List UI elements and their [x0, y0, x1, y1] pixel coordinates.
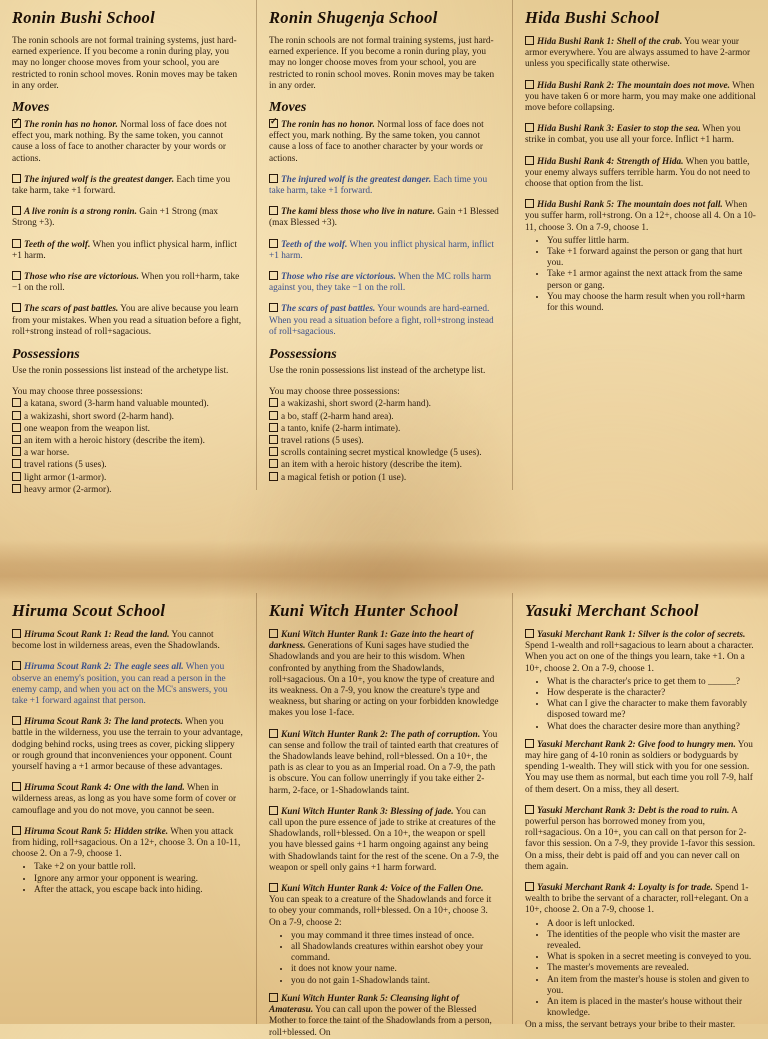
section-intro: The ronin schools are not formal training systems, just hard-earned experience. If you become a ronin during play, you may no longer choose moves from your school, you are restricted to ronin school moves. Ronin moves may be taken in any order.: [12, 36, 238, 91]
section-title: Yasuki Merchant School: [525, 601, 699, 620]
checkbox-icon[interactable]: [12, 398, 21, 407]
checkbox-icon[interactable]: [12, 435, 21, 444]
move-item: The scars of past battles. Your wounds are hard-earned. When you read a situation before a fight, roll+strong instead of roll+sagacious.: [269, 304, 494, 337]
move-item: Teeth of the wolf. When you inflict physical harm, inflict +1 harm.: [12, 239, 238, 261]
list-item: • After the attack, you escape back into hiding.: [34, 885, 244, 896]
rank-item: Hida Bushi Rank 3: Easier to stop the sea. When you strike in combat, you use all your force. Inflict +1 harm.: [525, 124, 741, 146]
move-item: The kami bless those who live in nature. Gain +1 Blessed (max Blessed +3).: [269, 207, 499, 229]
checkbox-icon[interactable]: [269, 883, 278, 892]
list-item: a magical fetish or potion (1 use).: [269, 472, 500, 484]
checked-box-icon[interactable]: [12, 119, 21, 128]
possessions-choose: You may choose three possessions:: [12, 387, 143, 398]
rank-item: Kuni Witch Hunter Rank 3: Blessing of jade. You can call upon the pure essence of jade to strike at creatures of the Shadowlands, roll+blessed. On a 10+, the weapon or spell you have blessed gains +1 harm ongoing against any being with Shadowlands taint for the rest of the scene. On a 7-9, the weapon or spell only gains +1 harm forward.: [269, 806, 499, 873]
checkbox-icon[interactable]: [269, 806, 278, 815]
list-item: travel rations (5 uses).: [269, 435, 500, 447]
list-item: • you do not gain 1-Shadowlands taint.: [291, 976, 500, 987]
rank-item: Hida Bushi Rank 5: The mountain does not fall. When you suffer harm, roll+strong. On a 12+, choose all 4. On a 10-11, choose 3. On a 7-9, choose 1.: [525, 200, 756, 233]
possessions-choose: You may choose three possessions:: [269, 387, 400, 398]
checkbox-icon[interactable]: [12, 484, 21, 493]
checkbox-icon[interactable]: [12, 472, 21, 481]
list-item: • Ignore any armor your opponent is wearing.: [34, 874, 244, 885]
list-item: • Take +2 on your battle roll.: [34, 862, 244, 873]
section-title: Ronin Shugenja School: [269, 8, 438, 27]
options-list: [525, 919, 756, 1020]
checkbox-icon[interactable]: [269, 239, 278, 248]
rank-item: Kuni Witch Hunter Rank 1: Gaze into the heart of darkness. Generations of Kuni sages have studied the Shadowlands and you are heir to this wisdom. When confronted by anything from the Shadowlands, roll+sagacious. On a 10+, you know the type of creature and its weakness. On a 7-9, you know the creature's type and weakness, but sharing or acting on your forbidden knowledge makes you lose 1-face.: [269, 630, 499, 719]
list-item: a katana, sword (3-harm hand valuable mounted).: [12, 398, 244, 410]
options-list: [525, 236, 756, 314]
list-item: • What is spoken in a secret meeting is conveyed to you.: [547, 952, 756, 963]
miss-text: On a miss, the servant betrays your bribe to their master.: [525, 1019, 736, 1030]
move-item: Those who rise are victorious. When the MC rolls harm against you, they take −1 on the roll.: [269, 272, 492, 294]
rank-item: Hida Bushi Rank 1: Shell of the crab. You wear your armor everywhere. You are always assumed to have 2-armor unless you specifically state otherwise.: [525, 37, 751, 70]
list-item: • You suffer little harm.: [547, 236, 756, 247]
ronin-bushi-column: [0, 0, 256, 495]
paper-tear-divider: [0, 540, 768, 600]
checkbox-icon[interactable]: [269, 459, 278, 468]
checkbox-icon[interactable]: [269, 411, 278, 420]
list-item: a bo, staff (2-harm hand area).: [269, 411, 500, 423]
possessions-heading: Possessions: [269, 347, 337, 363]
rank-item: Yasuki Merchant Rank 3: Debt is the road to ruin. A powerful person has borrowed money from you, roll+sagacious. On a 10+, you can call on that person for 2-favor this session. On a 7-9, they provide 1-favor this session. On a miss, their debt is paid off and you can never call on them again.: [525, 805, 756, 872]
list-item: • An item from the master's house is stolen and given to you.: [547, 975, 756, 997]
checkbox-icon[interactable]: [12, 423, 21, 432]
checkbox-icon[interactable]: [269, 629, 278, 638]
moves-heading: Moves: [269, 100, 307, 116]
list-item: • all Shadowlands creatures within earshot obey your command.: [291, 942, 500, 964]
checkbox-icon[interactable]: [12, 661, 21, 670]
kuni-witch-hunter-column: [256, 593, 512, 1038]
list-item: a tanto, knife (2-harm intimate).: [269, 423, 500, 435]
rank-item: Kuni Witch Hunter Rank 2: The path of corruption. You can sense and follow the trail of tainted earth that creatures of the Shadowlands leave behind, roll+blessed. On a 10+, the path is as clear to you as an Imperial road. On a 7-9, the path is obscure. You can follow unerringly if you take either 2-harm, 2-face, or 1-Shadowlands taint.: [269, 729, 499, 796]
checkbox-icon[interactable]: [12, 411, 21, 420]
checkbox-icon[interactable]: [525, 739, 534, 748]
checkbox-icon[interactable]: [269, 729, 278, 738]
options-list: [525, 677, 756, 733]
checkbox-icon[interactable]: [12, 629, 21, 638]
move-item: ✓The ronin has no honor. Normal loss of face does not effect you, mark nothing. By the same token, you cannot cause a loss of face to another character by your words or actions.: [269, 119, 500, 165]
hida-bushi-column: [512, 0, 768, 490]
checkbox-icon[interactable]: [525, 629, 534, 638]
options-list: [269, 931, 500, 987]
checkbox-icon[interactable]: [525, 199, 534, 208]
section-intro: The ronin schools are not formal training systems, just hard-earned experience. If you become a ronin during play, you may no longer choose moves from your school, you are restricted to ronin school moves. Ronin moves may be taken in any order.: [269, 36, 495, 91]
list-item: • A door is left unlocked.: [547, 919, 756, 930]
list-item: a wakizashi, short sword (2-harm hand).: [12, 411, 244, 423]
list-item: scrolls containing secret mystical knowledge (5 uses).: [269, 447, 500, 459]
checkbox-icon[interactable]: [269, 447, 278, 456]
rank-item: Hiruma Scout Rank 3: The land protects. When you battle in the wilderness, you use the terrain to your advantage, dodging behind rocks, using trees as cover, picking slippery or rough ground that inconveniences your opponent. Count yourself having a +1 armor because of these advantages.: [12, 717, 243, 773]
list-item: • it does not know your name.: [291, 964, 500, 975]
checkbox-icon[interactable]: [525, 882, 534, 891]
move-item: A live ronin is a strong ronin. Gain +1 Strong (max Strong +3).: [12, 207, 219, 229]
bottom-band: [0, 593, 768, 1038]
moves-heading: Moves: [12, 100, 50, 116]
rank-item: Yasuki Merchant Rank 4: Loyalty is for trade. Spend 1-wealth to bribe the servant of a character, roll+elegant. On a 10+, choose 2. On a 7-9, choose 1.: [525, 883, 749, 916]
list-item: • Take +1 armor against the next attack from the same person or gang.: [547, 269, 756, 291]
rank-item: Kuni Witch Hunter Rank 4: Voice of the Fallen One. You can speak to a creature of the Shadowlands and force it to obey your commands, roll+blessed. On a 10+, choose 3. On a 7-9, choose 2:: [269, 884, 492, 928]
list-item: • you may command it three times instead of once.: [291, 931, 500, 942]
checkbox-icon[interactable]: [12, 206, 21, 215]
rank-item: Yasuki Merchant Rank 2: Give food to hungry men. You may hire gang of 4-10 ronin as soldiers or bodyguards by spending 1-wealth. They will stick with you for one session. You may use them as normal, but each time you roll 7-9, half of them desert. On a miss, they all desert.: [525, 739, 753, 795]
checkbox-icon[interactable]: [525, 123, 534, 132]
possessions-intro: Use the ronin possessions list instead of the archetype list.: [12, 366, 229, 377]
possessions-list: [269, 398, 500, 483]
list-item: an item with a heroic history (describe the item).: [269, 459, 500, 471]
checkbox-icon[interactable]: [269, 472, 278, 481]
checkbox-icon[interactable]: [12, 826, 21, 835]
rank-item: Hiruma Scout Rank 5: Hidden strike. When you attack from hiding, roll+sagacious. On a 12+, choose 3. On a 10-11, choose 2. On a 7-9, choose 1.: [12, 826, 241, 860]
checkbox-icon[interactable]: [269, 423, 278, 432]
checkbox-icon[interactable]: [269, 271, 278, 280]
rank-item: Hiruma Scout Rank 4: One with the land. When in wilderness areas, as long as you have some form of cover or camouflage and you do not move, you cannot be seen.: [12, 783, 237, 816]
move-item: The injured wolf is the greatest danger. Each time you take harm, take +1 forward.: [12, 174, 231, 197]
move-item: Those who rise are victorious. When you roll+harm, take −1 on the roll.: [12, 272, 240, 294]
move-item: The injured wolf is the greatest danger. Each time you take harm, take +1 forward.: [269, 174, 488, 197]
list-item: • How desperate is the character?: [547, 688, 756, 699]
list-item: • What does the character desire more than anything?: [547, 722, 756, 733]
top-band: [0, 0, 768, 495]
hiruma-scout-column: [0, 593, 256, 1024]
checkbox-icon[interactable]: [12, 782, 21, 791]
possessions-intro: Use the ronin possessions list instead of the archetype list.: [269, 366, 486, 377]
checkbox-icon[interactable]: [269, 174, 278, 183]
list-item: • An item is placed in the master's house without their knowledge.: [547, 997, 756, 1019]
checkbox-icon[interactable]: [12, 716, 21, 725]
checkbox-icon[interactable]: [12, 447, 21, 456]
list-item: one weapon from the weapon list.: [12, 423, 244, 435]
list-item: • The identities of the people who visit the master are revealed.: [547, 930, 756, 952]
section-title: Hida Bushi School: [525, 8, 660, 27]
rank-item: Hida Bushi Rank 2: The mountain does not move. When you have taken 6 or more harm, you may make one additional move before collapsing.: [525, 80, 756, 114]
checkbox-icon[interactable]: [525, 156, 534, 165]
checkbox-icon[interactable]: [525, 36, 534, 45]
section-title: Ronin Bushi School: [12, 8, 155, 27]
checkbox-icon[interactable]: [12, 459, 21, 468]
checkbox-icon[interactable]: [269, 303, 278, 312]
list-item: light armor (1-armor).: [12, 472, 244, 484]
list-item: travel rations (5 uses).: [12, 459, 244, 471]
checkbox-icon[interactable]: [12, 303, 21, 312]
list-item: • Take +1 forward against the person or gang that hurt you.: [547, 247, 756, 269]
list-item: heavy armor (2-armor).: [12, 484, 244, 496]
list-item: a war horse.: [12, 447, 244, 459]
section-title: Kuni Witch Hunter School: [269, 601, 459, 620]
rank-item: Yasuki Merchant Rank 1: Silver is the color of secrets. Spend 1-wealth and roll+sagacious to learn about a character. When you act on one of the things you learn, take +1. On a 10+, choose 2. On a 7-9, choose 1.: [525, 630, 754, 674]
checkbox-icon[interactable]: [269, 398, 278, 407]
rank-item: Kuni Witch Hunter Rank 5: Cleansing light of Amaterasu. You can call upon the power of the Blessed Mother to force the taint of the Shadowlands from a person, roll+blessed. On: [269, 993, 492, 1038]
checkbox-icon[interactable]: [269, 993, 278, 1002]
possessions-list: [12, 398, 244, 496]
section-title: Hiruma Scout School: [12, 601, 166, 620]
checkbox-icon[interactable]: [269, 435, 278, 444]
yasuki-merchant-column: [512, 593, 768, 1030]
move-item: The scars of past battles. You are alive because you learn from your mistakes. When you read a situation before a fight, roll+strong instead of roll+sagacious.: [12, 304, 242, 337]
checkbox-icon[interactable]: [269, 206, 278, 215]
list-item: • You may choose the harm result when you roll+harm for this wound.: [547, 292, 756, 314]
list-item: • What is the character's price to get them to ______?: [547, 677, 756, 688]
checked-box-icon[interactable]: [269, 119, 278, 128]
list-item: • The master's movements are revealed.: [547, 963, 756, 974]
checkbox-icon[interactable]: [525, 80, 534, 89]
move-item: ✓The ronin has no honor. Normal loss of face does not effect you, mark nothing. By the same token, you cannot cause a loss of face to another character by your words or actions.: [12, 119, 244, 165]
checkbox-icon[interactable]: [12, 239, 21, 248]
rank-item: Hida Bushi Rank 4: Strength of Hida. When you battle, your enemy always suffers terrible harm. You do not need to choose that option from the list.: [525, 156, 750, 190]
rank-item: Hiruma Scout Rank 2: The eagle sees all. When you observe an enemy's position, you can read a person in the enemy camp, and when you act on the MC's answers, you take +1 forward against that person.: [12, 662, 228, 707]
possessions-heading: Possessions: [12, 347, 80, 363]
move-item: Teeth of the wolf. When you inflict physical harm, inflict +1 harm.: [269, 239, 495, 261]
list-item: an item with a heroic history (describe the item).: [12, 435, 244, 447]
checkbox-icon[interactable]: [12, 271, 21, 280]
list-item: a wakizashi, short sword (2-harm hand).: [269, 398, 500, 410]
checkbox-icon[interactable]: [12, 174, 21, 183]
options-list: [12, 862, 244, 896]
ronin-shugenja-column: [256, 0, 512, 490]
rank-item: Hiruma Scout Rank 1: Read the land. You cannot become lost in wilderness areas, even the Shadowlands.: [12, 630, 220, 652]
checkbox-icon[interactable]: [525, 805, 534, 814]
list-item: • What can I give the character to make them favorably disposed toward me?: [547, 699, 756, 721]
